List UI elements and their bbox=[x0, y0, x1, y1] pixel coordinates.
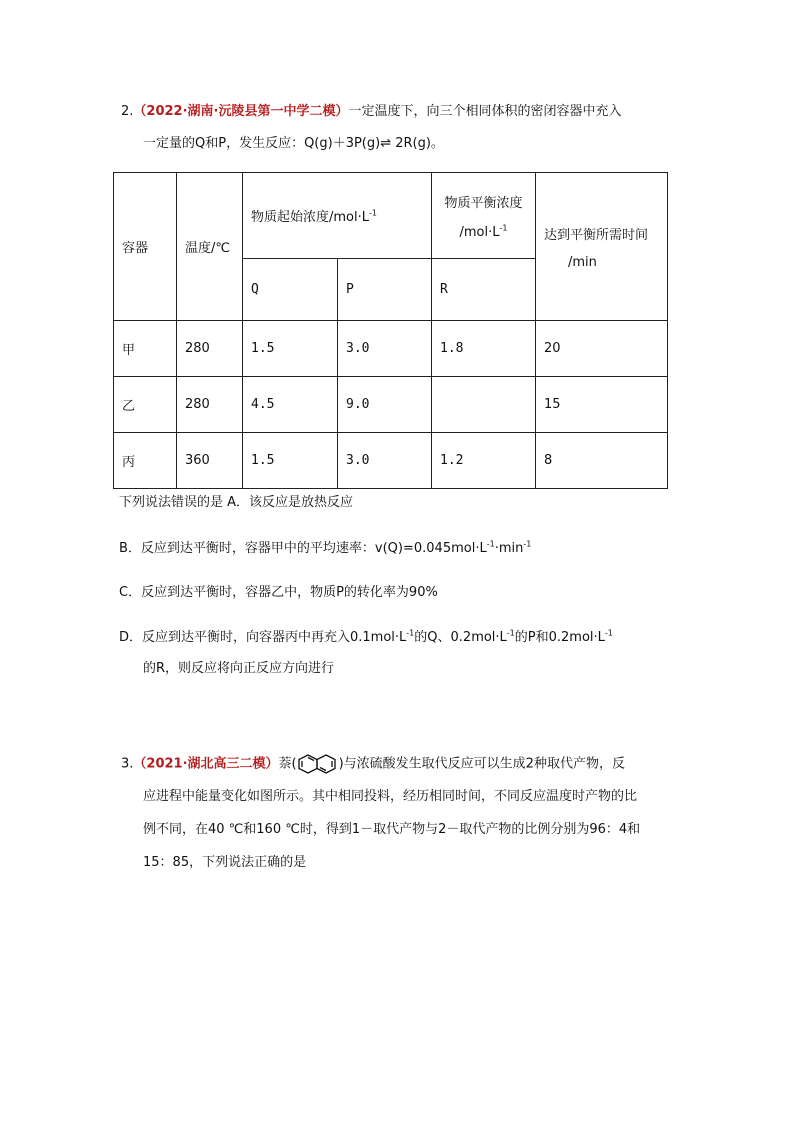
table-row: 甲 280 1.5 3.0 1.8 20 bbox=[114, 321, 668, 377]
header-temperature: 温度/℃ bbox=[177, 173, 243, 321]
q3-line3: 例不同，在40 ℃和160 ℃时，得到1－取代产物与2－取代产物的比例分别为96：4和 bbox=[143, 822, 641, 837]
table-row: 乙 280 4.5 9.0 15 bbox=[114, 377, 668, 433]
header-equilibrium-concentration: 物质平衡浓度 $/mol\cdot L^{-1}$ bbox=[432, 173, 536, 259]
subheader-p: P bbox=[338, 259, 432, 321]
header-container: 容器 bbox=[114, 173, 177, 321]
naphthalene-structure-icon bbox=[298, 753, 338, 775]
q2-option-b: B．反应到达平衡时，容器甲中的平均速率：$v(Q)=0.045mol\cdot L^{-1}\cdot\min^{-1}$ bbox=[119, 539, 532, 556]
q3-source: （2021·湖北高三二模） bbox=[133, 756, 279, 772]
data-table bbox=[113, 172, 668, 489]
q3-line1: 3.（2021·湖北高三二模）萘( )与浓硫酸发生取代反应可以生成2种取代产物，反 bbox=[121, 753, 625, 775]
q2-stem-option-a: 下列说法错误的是 A．该反应是放热反应 bbox=[119, 495, 354, 510]
q2-number: 2. bbox=[121, 104, 134, 119]
q2-option-d-line2: 的R，则反应将向正反应方向进行 bbox=[143, 661, 335, 676]
subheader-r: R bbox=[432, 259, 536, 321]
q3-line4: 15：85，下列说法正确的是 bbox=[143, 855, 307, 870]
q2-option-d-line1: D．反应到达平衡时，向容器丙中再充入$0.1mol\cdot L^{-1}$的Q、$0.2mol\cdot L^{-1}$的P和$0.2mol\cdot L^{-1}$ bbox=[119, 628, 613, 645]
header-time: 达到平衡所需时间 /min bbox=[536, 173, 668, 321]
table-row: 丙 360 1.5 3.0 1.2 8 bbox=[114, 433, 668, 489]
q2-text-line1: 一定温度下，向三个相同体积的密闭容器中充入 bbox=[348, 104, 622, 119]
q3-line2: 应进程中能量变化如图所示。其中相同投料，经历相同时间，不同反应温度时产物的比 bbox=[143, 789, 638, 804]
subheader-q: Q bbox=[243, 259, 338, 321]
q2-line1 bbox=[121, 102, 621, 122]
q2-line2: 一定量的Q和P，发生反应：Q(g)＋3P(g)⇌ 2R(g)。 bbox=[143, 136, 444, 151]
q2-source: （2022·湖南·沅陵县第一中学二模） bbox=[133, 104, 349, 119]
header-initial-concentration: 物质起始浓度$/mol\cdot L^{-1}$ bbox=[243, 173, 432, 259]
q2-option-c: C．反应到达平衡时，容器乙中，物质P的转化率为90% bbox=[119, 585, 438, 600]
